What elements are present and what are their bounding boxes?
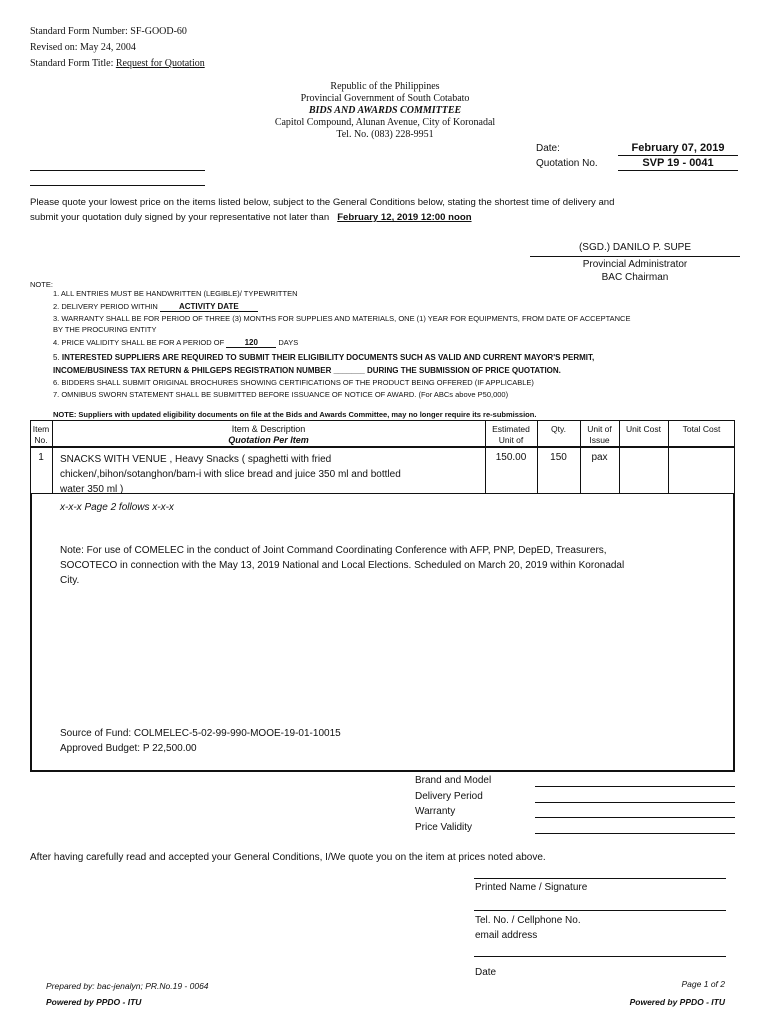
- header-estimated-line-1: Estimated: [492, 424, 530, 434]
- warranty-line[interactable]: [535, 817, 735, 818]
- intro-line-2-row: [30, 210, 750, 225]
- date-sign-label: Date: [475, 967, 497, 978]
- agency-tel: Tel. No. (083) 228-9951: [336, 129, 434, 140]
- powered-by-right: Powered by PPDO - ITU: [629, 997, 725, 1007]
- row-description-line-1: SNACKS WITH VENUE , Heavy Snacks ( spaghetti with fried: [60, 454, 332, 465]
- agency-address: Capitol Compound, Alunan Avenue, City of Koronadal: [274, 117, 496, 128]
- comelec-note-line-2: SOCOTECO in connection with the May 13, 2019 National and Local Elections. Scheduled on March 20, 2019 within Koronadal: [60, 560, 625, 571]
- comelec-note: [60, 543, 730, 588]
- agency-line-2: Provincial Government of South Cotabato: [300, 93, 470, 104]
- note-1: 1. ALL ENTRIES MUST BE HANDWRITTEN (LEGIBLE)/ TYPEWRITTEN: [53, 289, 298, 298]
- header-total-cost: Total Cost: [682, 424, 721, 434]
- date-sign-line[interactable]: [474, 956, 726, 957]
- comelec-note-line-3: City.: [60, 575, 80, 586]
- source-of-fund: Source of Fund: COLMELEC-5-02-99-990-MOOE-19-01-10015: [60, 728, 341, 739]
- signatory-title-1: Provincial Administrator: [582, 259, 688, 270]
- header-unit-line-1: Unit of: [587, 424, 612, 434]
- page-number: Page 1 of 2: [681, 979, 725, 989]
- delivery-period-label: Delivery Period: [415, 790, 483, 802]
- brand-model-label: Brand and Model: [415, 775, 492, 786]
- agency-committee: BIDS AND AWARDS COMMITTEE: [308, 105, 462, 116]
- note-6: 6. BIDDERS SHALL SUBMIT ORIGINAL BROCHURES SHOWING CERTIFICATIONS OF THE PRODUCT BEING OFFERED (IF APPLICABLE): [53, 378, 534, 387]
- note-4-value: 120: [226, 338, 276, 348]
- price-validity-label: Price Validity: [415, 821, 473, 833]
- intro-paragraph: [30, 195, 750, 225]
- quotation-label: Quotation No.: [536, 158, 598, 169]
- header-description-line-2: Quotation Per Item: [228, 435, 309, 445]
- note-5a-row: [53, 351, 594, 364]
- date-value: February 07, 2019: [631, 142, 725, 154]
- form-number: Standard Form Number: SF-GOOD-60: [30, 26, 187, 37]
- delivery-period-line[interactable]: [535, 802, 735, 803]
- intro-line-1: Please quote your lowest price on the items listed below, subject to the General Conditions below, stating the shortest time of delivery and: [30, 197, 615, 208]
- header-qty: Qty.: [551, 424, 566, 434]
- note-2-value: ACTIVITY DATE: [160, 302, 258, 312]
- form-title-row: [30, 56, 205, 72]
- row-qty: 150: [550, 452, 567, 463]
- note-7: 7. OMNIBUS SWORN STATEMENT SHALL BE SUBMITTED BEFORE ISSUANCE OF NOTICE OF AWARD. (For ABCs above P50,000): [53, 390, 509, 399]
- form-title: Request for Quotation: [115, 58, 205, 69]
- header-unit-line-2: Issue: [589, 435, 610, 445]
- contact-labels: [475, 913, 581, 943]
- note-5b: INCOME/BUSINESS TAX RETURN & PHILGEPS REGISTRATION NUMBER _______ DURING THE SUBMISSION OF PRICE QUOTATION.: [53, 366, 561, 375]
- row-item-no: 1: [38, 452, 44, 463]
- row-description: [60, 452, 485, 497]
- table-header-divider: [30, 446, 735, 448]
- approved-budget: Approved Budget: P 22,500.00: [60, 743, 197, 754]
- intro-line-2: submit your quotation duly signed by your representative not later than: [30, 212, 330, 223]
- agency-line-1: Republic of the Philippines: [330, 81, 440, 92]
- note-4-unit: DAYS: [278, 338, 299, 347]
- header-estimated: [485, 424, 537, 446]
- warranty-label: Warranty: [415, 806, 456, 817]
- fund-block: [60, 726, 341, 756]
- header-item-line-1: Item: [32, 424, 50, 434]
- powered-by-left: Powered by PPDO - ITU: [46, 997, 142, 1007]
- price-validity-line[interactable]: [535, 833, 735, 834]
- quotation-underline: [618, 170, 738, 171]
- deadline: February 12, 2019 12:00 noon: [337, 212, 472, 223]
- row-unit: pax: [591, 452, 608, 463]
- form-revised: Revised on: May 24, 2004: [30, 42, 136, 53]
- printed-name-line[interactable]: [474, 878, 726, 879]
- form-title-label: Standard Form Title:: [30, 58, 116, 69]
- signatory-name: (SGD.) DANILO P. SUPE: [578, 242, 692, 253]
- header-unit-cost: Unit Cost: [626, 424, 661, 434]
- supplier-name-line: [30, 170, 205, 171]
- header-unit: [580, 424, 619, 446]
- signatory-title-2: BAC Chairman: [601, 272, 669, 283]
- eligibility-note: NOTE: Suppliers with updated eligibility documents on file at the Bids and Awards Committee, may no longer require its re-submission.: [53, 410, 537, 419]
- row-description-line-3: water 350 ml ): [60, 484, 124, 495]
- date-label: Date:: [536, 143, 560, 154]
- note-5-prefix: 5.: [53, 353, 62, 362]
- notes-label: NOTE:: [30, 280, 53, 289]
- brand-fields: [415, 773, 491, 835]
- printed-name-label: Printed Name / Signature: [475, 882, 588, 893]
- tel-line[interactable]: [474, 910, 726, 911]
- note-5: [53, 351, 594, 377]
- comelec-note-line-1: Note: For use of COMELEC in the conduct of Joint Command Coordinating Conference with AFP, PNP, DepED, Treasurers,: [60, 545, 607, 556]
- prepared-by: Prepared by: bac-jenalyn; PR.No.19 - 0064: [46, 981, 209, 991]
- note-2-row: [53, 302, 258, 312]
- signatory-underline: [530, 256, 740, 257]
- note-3a: 3. WARRANTY SHALL BE FOR PERIOD OF THREE (3) MONTHS FOR SUPPLIES AND MATERIALS, ONE (1) YEAR FOR EQUIPMENTS, FROM DATE OF ACCEPTANCE: [53, 314, 631, 323]
- header-description: [52, 424, 485, 446]
- email-label: email address: [475, 930, 538, 941]
- supplier-address-line: [30, 185, 205, 186]
- header-description-line-1: Item & Description: [231, 424, 306, 434]
- agency-block: [185, 81, 585, 141]
- note-5a: INTERESTED SUPPLIERS ARE REQUIRED TO SUBMIT THEIR ELIGIBILITY DOCUMENTS SUCH AS VALID AND CURRENT MAYOR'S PERMIT,: [61, 353, 595, 362]
- note-4-row: [53, 338, 298, 348]
- date-underline: [618, 155, 738, 156]
- note-3b: BY THE PROCURING ENTITY: [53, 325, 157, 334]
- signatory-titles: [530, 258, 740, 284]
- row-estimated: 150.00: [495, 452, 527, 463]
- note-4: 4. PRICE VALIDITY SHALL BE FOR A PERIOD OF: [53, 338, 225, 347]
- header-item-line-2: No.: [34, 435, 48, 445]
- acceptance-text: After having carefully read and accepted your General Conditions, I/We quote you on the item at prices noted above.: [30, 852, 546, 863]
- page-2-follows: x-x-x Page 2 follows x-x-x: [60, 502, 174, 513]
- row-description-line-2: chicken/,bihon/sotanghon/bam-i with slice bread and juice 350 ml and bottled: [60, 469, 401, 480]
- brand-model-line[interactable]: [535, 786, 735, 787]
- quotation-value: SVP 19 - 0041: [642, 157, 714, 169]
- note-2: 2. DELIVERY PERIOD WITHIN: [53, 302, 158, 311]
- header-estimated-line-2: Unit of: [498, 435, 524, 445]
- header-item: [30, 424, 52, 446]
- tel-label: Tel. No. / Cellphone No.: [475, 915, 581, 926]
